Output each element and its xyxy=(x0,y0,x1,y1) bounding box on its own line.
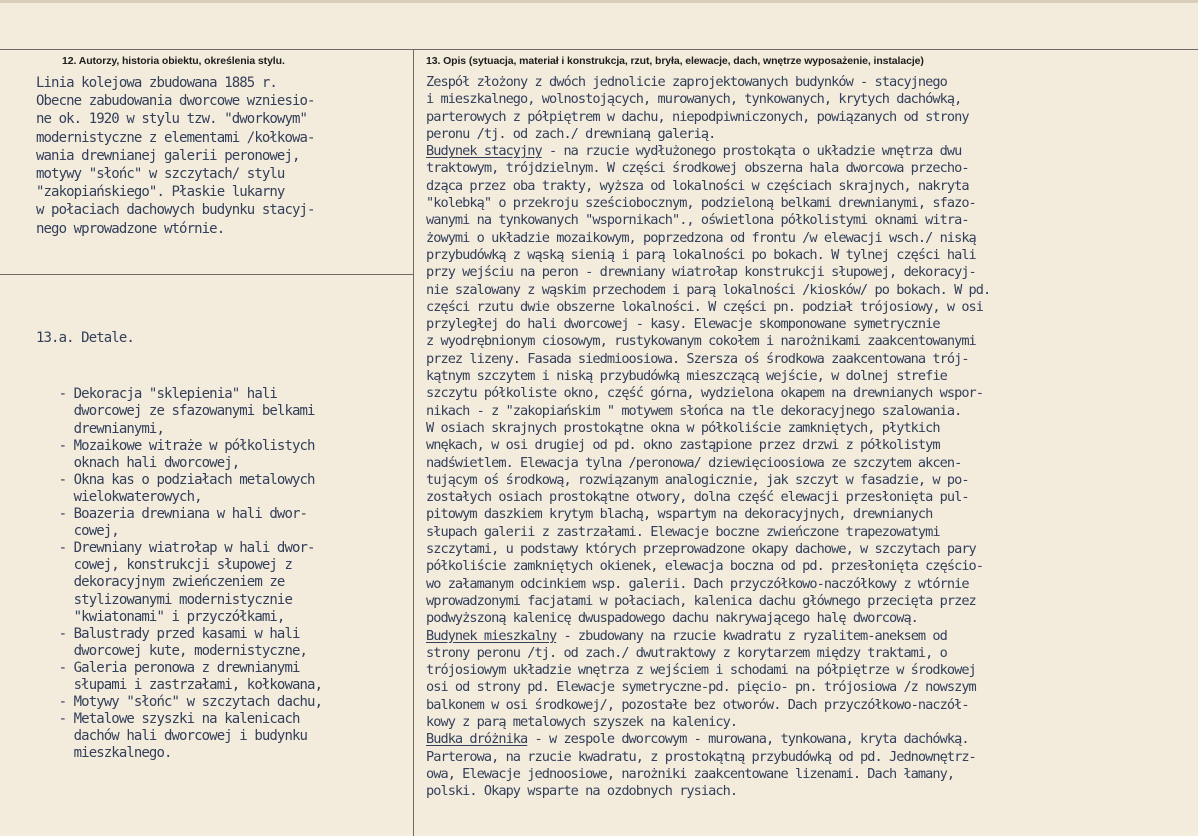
detail-list-line: wielokwaterowych, xyxy=(36,488,202,505)
description-text: wo załamanym odcinkiem wsp. galerii. Dach przyczółkowo-naczółkowy z wtórnie xyxy=(426,575,969,592)
detail-list-line: cowej, xyxy=(36,523,119,540)
description-line xyxy=(426,178,990,195)
section-13-description xyxy=(426,74,990,800)
section-12-text xyxy=(36,74,315,238)
description-text: z wyodrębnionym ciosowym, rustykowanym cokołem i narożnikami zaakcentowanymi xyxy=(426,333,976,350)
section-13a-title: 13.a. Detale. xyxy=(36,330,134,347)
description-text: - zbudowany na rzucie kwadratu z ryzalitem-aneksem od xyxy=(556,627,947,644)
description-text: osi od strony pd. Elewacje symetryczne-pd. pięcio- pn. trójosiowa /z nowszym xyxy=(426,679,976,696)
description-line xyxy=(426,316,990,333)
description-line xyxy=(426,679,990,696)
description-text: Zespół złożony z dwóch jednolicie zaprojektowanych budynków - stacyjnego xyxy=(426,74,947,90)
detail-list-line: - Boazeria drewniana w hali dwor- xyxy=(36,506,308,523)
description-line xyxy=(426,420,990,437)
description-line xyxy=(426,195,990,212)
detail-list-line: - Galeria peronowa z drewnianymi xyxy=(36,659,300,676)
building-heading: Budynek mieszkalny xyxy=(426,627,557,644)
detail-list-line: słupami i zastrzałami, kołkowana, xyxy=(36,676,323,693)
section-12-line: Obecne zabudowania dworcowe wzniesio- xyxy=(36,93,315,110)
description-line xyxy=(426,610,990,627)
description-text: "kolebką" o przekroju sześciobocznym, podzieloną belkami drewnianymi, sfazo- xyxy=(426,195,976,212)
description-text: przybudówką z wąską sienią i parą lokalności po bokach. W tylnej części hali xyxy=(426,246,976,263)
description-line xyxy=(426,645,990,662)
description-text: nie szalowany z wąskim przechodem i parą lokalności /kiosków/ po bokach. W pd. xyxy=(426,281,991,298)
column-divider xyxy=(413,49,414,836)
description-text: pitowym daszkiem krytym blachą, wspartym na dekoracyjnych, drewnianych xyxy=(426,506,933,523)
description-text: zostałych osiach prostokątne otwory, dolna część elewacji przesłonięta pul- xyxy=(426,489,969,506)
description-line xyxy=(426,541,990,558)
detail-list-line: "kwiatonami" i przyczółkami, xyxy=(36,608,285,625)
section-12-header: 12. Autorzy, historia obiektu, określenia stylu. xyxy=(62,55,285,67)
description-text: owa, Elewacje jednoosiowe, narożniki zaakcentowane lizenami. Dach łamany, xyxy=(426,765,955,782)
detail-list-line: dworcowej ze sfazowanymi belkami xyxy=(36,403,315,420)
description-text: traktowym, trójdzielnym. W części środkowej obszerna hala dworcowa przecho- xyxy=(426,160,969,177)
description-text: nadświetlem. Elewacja tylna /peronowa/ dziewięcioosiowa ze szczytem akcen- xyxy=(426,454,962,471)
left-section-divider xyxy=(0,274,413,275)
description-line xyxy=(426,74,990,91)
section-12-line: "zakopiańskiego". Płaskie lukarny xyxy=(36,184,285,201)
building-heading: Budka dróżnika xyxy=(426,731,528,748)
description-line xyxy=(426,282,990,299)
description-line xyxy=(426,385,990,402)
description-text: strony peronu /tj. od zach./ dwutraktowy z korytarzem między traktami, o xyxy=(426,644,947,661)
description-line xyxy=(426,662,990,679)
description-line xyxy=(426,628,990,645)
description-line xyxy=(426,593,990,610)
description-line xyxy=(426,455,990,472)
description-text: wnękach, w osi drugiej od pd. okno zastąpione przez drzwi z półkolistym xyxy=(426,437,940,454)
building-heading: Budynek stacyjny xyxy=(426,143,542,160)
description-line xyxy=(426,160,990,177)
description-line xyxy=(426,368,990,385)
description-text: polski. Okapy wsparte na ozdobnych rysiach. xyxy=(426,783,738,800)
description-line xyxy=(426,472,990,489)
description-text: - w zespole dworcowym - murowana, tynkowana, kryta dachówką. xyxy=(527,731,969,748)
description-text: trójosiowym układzie wnętrza z wejściem i schodami na półpiętrze w środkowej xyxy=(426,662,976,679)
description-line xyxy=(426,91,990,108)
detail-list-line: dachów hali dworcowej i budynku xyxy=(36,728,308,745)
description-line xyxy=(426,212,990,229)
description-line xyxy=(426,230,990,247)
description-text: przyległej do hali dworcowej - kasy. Elewacje skomponowane symetrycznie xyxy=(426,316,940,333)
description-text: półkoliście zamkniętych okienek, elewacja boczna od pd. przesłonięta częścio- xyxy=(426,558,984,575)
description-text: W osiach skrajnych prostokątne okna w półkoliście zamkniętych, płytkich xyxy=(426,419,940,436)
description-text: nikach - z "zakopiańskim " motywem słońca na tle dekoracyjnego szalowania. xyxy=(426,402,962,419)
detail-list-line: mieszkalnego. xyxy=(36,745,172,762)
description-text: dząca przez oba trakty, wyższa od lokalności w częściach skrajnych, nakryta xyxy=(426,177,969,194)
detail-list-line: dekoracyjnym zwieńczeniem ze xyxy=(36,574,285,591)
description-text: przy wejściu na peron - drewniany wiatrołap konstrukcji słupowej, dekoracyj- xyxy=(426,264,976,281)
description-line xyxy=(426,558,990,575)
description-text: słupach galerii z zastrzałami. Elewacje boczne zwieńczone trapezowatymi xyxy=(426,523,940,540)
detail-list-line: - Drewniany wiatrołap w hali dwor- xyxy=(36,540,315,557)
description-line xyxy=(426,264,990,281)
section-12-line: nego wprowadzone wtórnie. xyxy=(36,220,225,237)
detail-list-line: oknach hali dworcowej, xyxy=(36,454,240,471)
description-line xyxy=(426,403,990,420)
description-line xyxy=(426,697,990,714)
description-line xyxy=(426,749,990,766)
description-line xyxy=(426,489,990,506)
description-line xyxy=(426,143,990,160)
description-line xyxy=(426,247,990,264)
detail-list-line: - Motywy "słońc" w szczytach dachu, xyxy=(36,694,323,711)
detail-list-line: cowej, konstrukcji słupowej z xyxy=(36,557,292,574)
detail-list-line: dworcowej kute, modernistyczne, xyxy=(36,642,308,659)
detail-list-line: - Okna kas o podziałach metalowych xyxy=(36,471,315,488)
description-line xyxy=(426,576,990,593)
section-12-line: w połaciach dachowych budynku stacyj- xyxy=(36,202,315,219)
detail-list-line: - Metalowe szyszki na kalenicach xyxy=(36,711,300,728)
section-13a-list xyxy=(36,386,322,762)
description-text: szczytami, u podstawy których przeprowadzone okapy dachowe, w szczytach pary xyxy=(426,541,976,558)
top-divider xyxy=(0,49,1198,50)
section-12-line: ne ok. 1920 w stylu tzw. "dworkowym" xyxy=(36,111,308,128)
description-text: kowy z parą metalowych szyszek na kalenicy. xyxy=(426,713,738,730)
description-text: wanymi na tynkowanych "wspornikach"., oświetlona półkolistymi oknami witra- xyxy=(426,212,969,229)
detail-list-line: - Mozaikowe witraże w półkolistych xyxy=(36,437,315,454)
detail-list-line: drewnianymi, xyxy=(36,420,164,437)
description-text: peronu /tj. od zach./ drewnianą galerią. xyxy=(426,125,716,142)
section-13a-details xyxy=(36,294,322,797)
description-line xyxy=(426,126,990,143)
detail-list-line: - Dekoracja "sklepienia" hali xyxy=(36,386,277,403)
description-text: balkonem w osi środkowej/, pozostałe bez otworów. Dach przyczółkowo-naczół- xyxy=(426,696,969,713)
description-text: parterowych z półpiętrem w dachu, niepodpiwniczonych, powiązanych od strony xyxy=(426,108,969,125)
description-line xyxy=(426,524,990,541)
description-text: części rzutu dwie obszerne lokalności. W części pn. podział trójosiowy, w osi xyxy=(426,298,984,315)
description-text: Parterowa, na rzucie kwadratu, z prostokątną przybudówką od pd. Jednownętrz- xyxy=(426,748,976,765)
description-line xyxy=(426,714,990,731)
description-text: podwyższoną kalenicę dwuspadowego dachu nakrywającego halę dworcową. xyxy=(426,610,918,627)
description-text: wprowadzonymi facjatami w połaciach, kalenica dachu głównego przecięta przez xyxy=(426,592,976,609)
description-line xyxy=(426,299,990,316)
description-line xyxy=(426,731,990,748)
section-13-header: 13. Opis (sytuacja, materiał i konstrukcja, rzut, bryła, elewacje, dach, wnętrze wyposażenie, instalacje) xyxy=(426,55,924,67)
description-line xyxy=(426,766,990,783)
section-12-line: modernistyczne z elementami /kołkowa- xyxy=(36,129,315,146)
description-line xyxy=(426,351,990,368)
description-text: i mieszkalnego, wolnostojących, murowanych, tynkowanych, krytych dachówką, xyxy=(426,91,962,108)
detail-list-line: stylizowanymi modernistycznie xyxy=(36,591,292,608)
section-12-line: motywy "słońc" w szczytach/ stylu xyxy=(36,165,285,182)
description-line xyxy=(426,783,990,800)
section-12-line: wania drewnianej galerii peronowej, xyxy=(36,147,300,164)
detail-list-line: - Balustrady przed kasami w hali xyxy=(36,625,300,642)
description-text: szczytu półkoliste okno, część górna, wydzielona okapem na drewnianych wspor- xyxy=(426,385,984,402)
description-line xyxy=(426,437,990,454)
description-text: tującym oś środkową, rozwiązanym analogicznie, jak szczyt w fasadzie, w po- xyxy=(426,471,969,488)
description-text: kątnym szczytem i niską przybudówką mieszczącą wejście, w dolnej strefie xyxy=(426,368,947,385)
description-line xyxy=(426,109,990,126)
section-12-line: Linia kolejowa zbudowana 1885 r. xyxy=(36,75,277,91)
description-line xyxy=(426,506,990,523)
description-text: - na rzucie wydłużonego prostokąta o układzie wnętrza dwu xyxy=(541,143,962,160)
description-line xyxy=(426,333,990,350)
description-text: żowymi o układzie mozaikowym, poprzedzona od frontu /w elewacji wsch./ niską xyxy=(426,229,976,246)
description-text: przez lizeny. Fasada siedmioosiowa. Szersza oś środkowa zaakcentowana trój- xyxy=(426,350,969,367)
